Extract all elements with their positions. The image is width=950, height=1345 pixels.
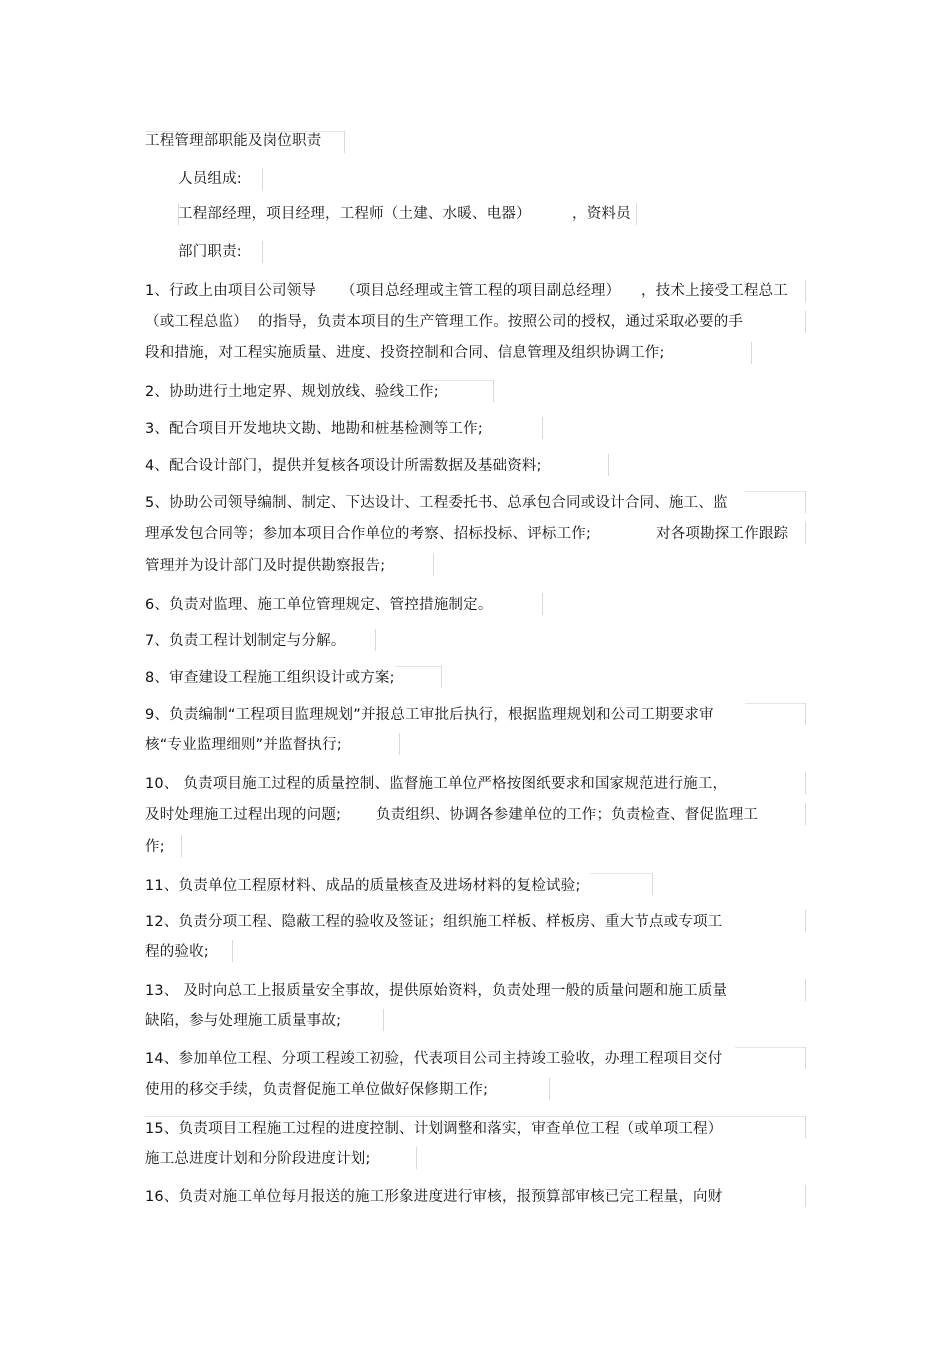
duty-1-line1b: （项目总经理或主管工程的项目副总经理） bbox=[341, 283, 621, 299]
duty-1-line2a: （或工程总监） bbox=[145, 314, 248, 330]
divider bbox=[745, 491, 805, 492]
divider bbox=[805, 491, 806, 513]
divider bbox=[145, 131, 344, 132]
duty-11: 11、负责单位工程原材料、成品的质量核查及进场材料的复检试验; bbox=[145, 878, 581, 894]
divider bbox=[375, 629, 376, 651]
duty-1-line3: 段和措施，对工程实施质量、进度、投资控制和合同、信息管理及组织协调工作; bbox=[145, 345, 665, 361]
divider bbox=[751, 342, 752, 364]
duty-9-line2: 核“专业监理细则”并监督执行; bbox=[145, 737, 342, 753]
duty-14-line2: 使用的移交手续，负责督促施工单位做好保修期工作; bbox=[145, 1082, 489, 1098]
duty-2: 2、协助进行土地定界、规划放线、验线工作; bbox=[145, 384, 439, 400]
divider bbox=[232, 940, 233, 962]
divider bbox=[805, 910, 806, 932]
divider bbox=[262, 168, 263, 190]
divider bbox=[805, 522, 806, 544]
duty-5-line3: 管理并为设计部门及时提供勘察报告; bbox=[145, 558, 386, 574]
divider bbox=[383, 1009, 384, 1031]
duty-1-line2b: 的指导，负责本项目的生产管理工作。按照公司的授权，通过采取必要的手 bbox=[258, 314, 744, 330]
divider bbox=[181, 835, 182, 857]
duty-10-line2a: 及时处理施工过程出现的问题; bbox=[145, 807, 342, 823]
dept-heading: 部门职责: bbox=[178, 244, 242, 260]
duty-3: 3、配合项目开发地块文勘、地勘和桩基检测等工作; bbox=[145, 421, 483, 437]
divider bbox=[805, 979, 806, 1001]
divider bbox=[420, 380, 493, 381]
divider bbox=[399, 733, 400, 755]
duty-14-line1: 14、参加单位工程、分项工程竣工初验，代表项目公司主持竣工验收，办理工程项目交付 bbox=[145, 1051, 723, 1067]
divider bbox=[805, 703, 806, 725]
duty-15-line1: 15、负责项目工程施工过程的进度控制、计划调整和落实，审查单位工程（或单项工程） bbox=[145, 1121, 723, 1137]
duty-7: 7、负责工程计划制定与分解。 bbox=[145, 633, 346, 649]
divider bbox=[416, 1147, 417, 1169]
duty-5-line2b: 对各项勘探工作跟踪 bbox=[656, 526, 789, 542]
divider bbox=[652, 873, 653, 895]
divider bbox=[178, 203, 179, 225]
duty-10-line2b: 负责组织、协调各参建单位的工作；负责检查、督促监理工 bbox=[376, 807, 759, 823]
duty-10-line1: 10、 负责项目施工过程的质量控制、监督施工单位严格按图纸要求和国家规范进行施工， bbox=[145, 776, 728, 792]
divider bbox=[493, 380, 494, 402]
divider bbox=[608, 454, 609, 476]
duty-1-line1c: ，技术上接受工程总工 bbox=[641, 283, 788, 299]
divider bbox=[441, 666, 442, 688]
divider bbox=[735, 1047, 805, 1048]
divider bbox=[542, 417, 543, 439]
divider bbox=[262, 241, 263, 263]
duty-12-line1: 12、负责分项工程、隐蔽工程的验收及签证；组织施工样板、样板房、重大节点或专项工 bbox=[145, 914, 723, 930]
divider bbox=[805, 772, 806, 794]
divider bbox=[805, 803, 806, 825]
duty-5-line1: 5、协助公司领导编制、制定、下达设计、工程委托书、总承包合同或设计合同、施工、监 bbox=[145, 495, 728, 511]
duty-10-line3: 作; bbox=[145, 839, 165, 855]
divider bbox=[549, 1078, 550, 1100]
divider bbox=[805, 311, 806, 333]
divider bbox=[542, 593, 543, 615]
duty-6: 6、负责对监理、施工单位管理规定、管控措施制定。 bbox=[145, 597, 493, 613]
divider bbox=[395, 666, 441, 667]
divider bbox=[805, 1116, 806, 1138]
divider bbox=[433, 554, 434, 576]
duty-12-line2: 程的验收; bbox=[145, 944, 209, 960]
duty-16-line1: 16、负责对施工单位每月报送的施工形象进度进行审核，报预算部审核已完工程量，向财 bbox=[145, 1189, 723, 1205]
duty-1-line1a: 1、行政上由项目公司领导 bbox=[145, 283, 317, 299]
duty-8: 8、审查建设工程施工组织设计或方案; bbox=[145, 670, 395, 686]
duty-15-line2: 施工总进度计划和分阶段进度计划; bbox=[145, 1151, 371, 1167]
duty-13-line1: 13、 及时向总工上报质量安全事故，提供原始资料，负责处理一般的质量问题和施工质量 bbox=[145, 983, 728, 999]
divider bbox=[145, 1116, 805, 1117]
duty-13-line2: 缺陷，参与处理施工质量事故; bbox=[145, 1013, 342, 1029]
divider bbox=[745, 703, 805, 704]
page-title: 工程管理部职能及岗位职责 bbox=[145, 133, 322, 149]
divider bbox=[805, 1047, 806, 1069]
divider bbox=[805, 1185, 806, 1207]
divider bbox=[590, 873, 652, 874]
staff-roles-end: ，资料员 bbox=[572, 206, 631, 222]
divider bbox=[636, 203, 637, 225]
divider bbox=[805, 280, 806, 302]
staff-roles: 工程部经理，项目经理，工程师（土建、水暖、电器） bbox=[178, 206, 531, 222]
duty-4: 4、配合设计部门，提供并复核各项设计所需数据及基础资料; bbox=[145, 458, 542, 474]
divider bbox=[344, 131, 345, 153]
duty-9-line1: 9、负责编制“工程项目监理规划”并报总工审批后执行，根据监理规划和公司工期要求审 bbox=[145, 707, 714, 723]
staff-heading: 人员组成: bbox=[178, 171, 242, 187]
duty-5-line2a: 理承发包合同等；参加本项目合作单位的考察、招标投标、评标工作; bbox=[145, 526, 592, 542]
